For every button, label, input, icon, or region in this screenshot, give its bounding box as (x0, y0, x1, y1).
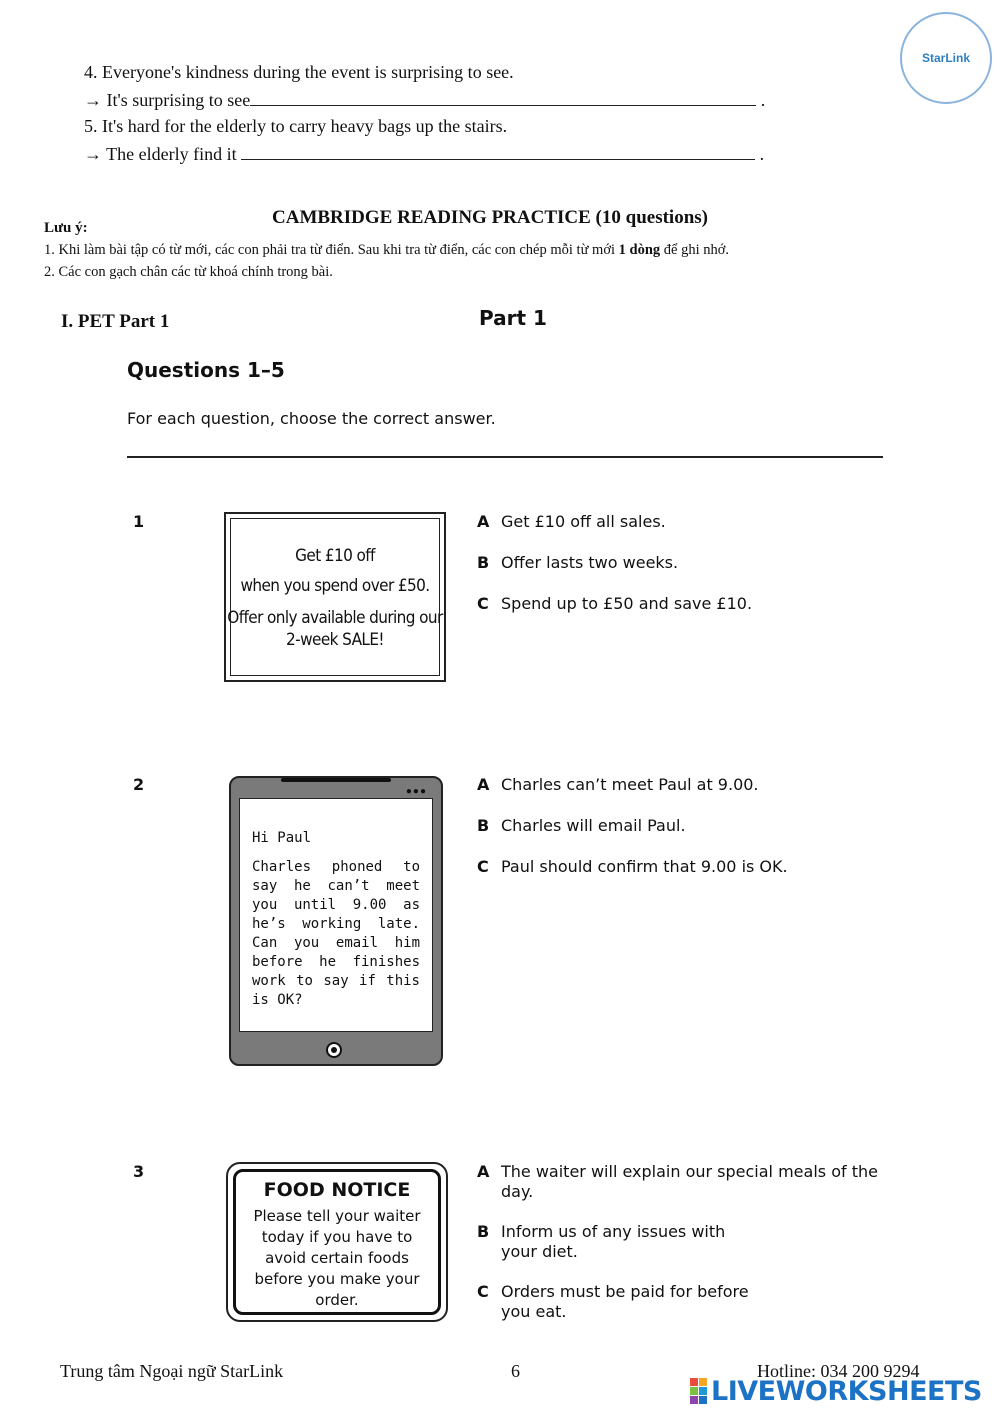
option-text: Offer lasts two weeks. (501, 553, 679, 572)
option-letter: B (477, 816, 490, 835)
rewrite-4-answer-line (84, 89, 765, 111)
option-letter: C (477, 857, 489, 876)
food-notice-line: avoid certain foods (265, 1249, 409, 1267)
note-label: Lưu ý: (44, 220, 88, 236)
option-letter: A (477, 775, 490, 794)
question-1-option-c[interactable] (477, 594, 752, 614)
liveworksheets-grid-icon (690, 1378, 707, 1404)
food-notice-line: before you make your (254, 1270, 420, 1288)
sale-sign (224, 512, 446, 682)
phone-message-text: Charles phoned to say he can’t meet you until 9.00 as he’s working late. Can you email him before he finishes work to say if this is OK? (252, 859, 420, 1008)
phone-camera-dots: ●●● (405, 786, 427, 797)
phone-greeting: Hi Paul (252, 830, 312, 846)
option-text: Charles can’t meet Paul at 9.00. (501, 775, 759, 794)
option-text-line: day. (501, 1182, 534, 1201)
option-text: Paul should confirm that 9.00 is OK. (501, 857, 788, 876)
food-notice-line: order. (315, 1291, 359, 1309)
rewrite-4-prompt: → It's surprising to see (84, 90, 251, 110)
footer-center-name: Trung tâm Ngoại ngữ StarLink (60, 1361, 284, 1381)
note-line-1-bold: 1 dòng (618, 242, 661, 258)
rewrite-4-sentence: 4. Everyone's kindness during the event is surprising to see. (84, 62, 514, 82)
option-letter: C (477, 1282, 489, 1301)
questions-heading: Questions 1–5 (127, 358, 285, 382)
question-3-option-b[interactable] (477, 1222, 725, 1262)
rewrite-4-end: . (760, 90, 766, 110)
sale-sign-line-2: when you spend over £50. (240, 576, 430, 596)
starlink-logo (900, 12, 992, 104)
food-notice-body (238, 1206, 436, 1311)
question-2-number: 2 (133, 775, 145, 794)
option-text: Spend up to £50 and save £10. (501, 594, 753, 613)
rewrite-5-blank[interactable] (241, 143, 755, 160)
question-3-option-a[interactable] (477, 1162, 878, 1202)
phone-message (229, 776, 443, 1066)
option-letter: A (477, 1162, 490, 1181)
divider (127, 456, 883, 458)
phone-screen (239, 798, 433, 1032)
sale-sign-inner-border (230, 518, 440, 676)
rewrite-5-prompt: → The elderly find it (84, 144, 237, 164)
note-line-1-end: để ghi nhớ. (660, 242, 730, 258)
question-2-option-c[interactable] (477, 857, 788, 877)
option-text-line: you eat. (501, 1302, 567, 1321)
option-letter: A (477, 512, 490, 531)
phone-speaker (281, 778, 391, 782)
option-text-line: The waiter will explain our special meals of the (501, 1162, 878, 1181)
option-text-line: your diet. (501, 1242, 578, 1261)
liveworksheets-wordmark: LIVEWORKSHEETS (711, 1375, 982, 1407)
question-2-option-b[interactable] (477, 816, 686, 836)
food-notice-line: Please tell your waiter (253, 1207, 421, 1225)
phone-home-button (326, 1042, 342, 1058)
option-letter: B (477, 553, 490, 572)
sale-sign-line-3: Offer only available during our (227, 608, 443, 628)
option-text-line: Inform us of any issues with (501, 1222, 726, 1241)
question-3-option-c[interactable] (477, 1282, 749, 1322)
footer-hotline: Hotline: 034 200 9294 (757, 1361, 920, 1381)
question-3-number: 3 (133, 1162, 145, 1181)
question-1-option-b[interactable] (477, 553, 678, 573)
liveworksheets-logo[interactable] (690, 1374, 982, 1408)
rewrite-5-end: . (759, 144, 765, 164)
rewrite-4-blank[interactable] (250, 89, 756, 106)
part-heading: Part 1 (479, 306, 547, 330)
sale-sign-line-4: 2-week SALE! (286, 630, 384, 650)
rewrite-5-answer-line (84, 143, 764, 165)
option-letter: B (477, 1222, 490, 1241)
rewrite-5-sentence: 5. It's hard for the elderly to carry heavy bags up the stairs. (84, 116, 508, 136)
instruction: For each question, choose the correct answer. (127, 409, 496, 428)
question-2-option-a[interactable] (477, 775, 759, 795)
footer-page-number: 6 (511, 1361, 520, 1381)
option-text (501, 1162, 878, 1202)
option-letter: C (477, 594, 489, 613)
option-text (501, 1222, 725, 1262)
option-text: Charles will email Paul. (501, 816, 686, 835)
food-notice (226, 1162, 448, 1322)
sale-sign-line-1: Get £10 off (295, 546, 375, 566)
question-1-number: 1 (133, 512, 145, 531)
question-1-option-a[interactable] (477, 512, 666, 532)
part-label: I. PET Part 1 (61, 311, 170, 332)
note-line-1 (44, 242, 729, 259)
section-title: CAMBRIDGE READING PRACTICE (10 questions) (272, 207, 708, 228)
option-text (501, 1282, 749, 1322)
food-notice-line: today if you have to (261, 1228, 413, 1246)
note-line-1-text: 1. Khi làm bài tập có từ mới, các con phải tra từ điển. Sau khi tra từ điển, các con chép mỗi từ mới (44, 242, 619, 258)
food-notice-title: FOOD NOTICE (263, 1179, 411, 1201)
option-text-line: Orders must be paid for before (501, 1282, 749, 1301)
logo-text: StarLink (921, 51, 970, 65)
note-line-2: 2. Các con gạch chân các từ khoá chính trong bài. (44, 264, 333, 280)
option-text: Get £10 off all sales. (501, 512, 666, 531)
